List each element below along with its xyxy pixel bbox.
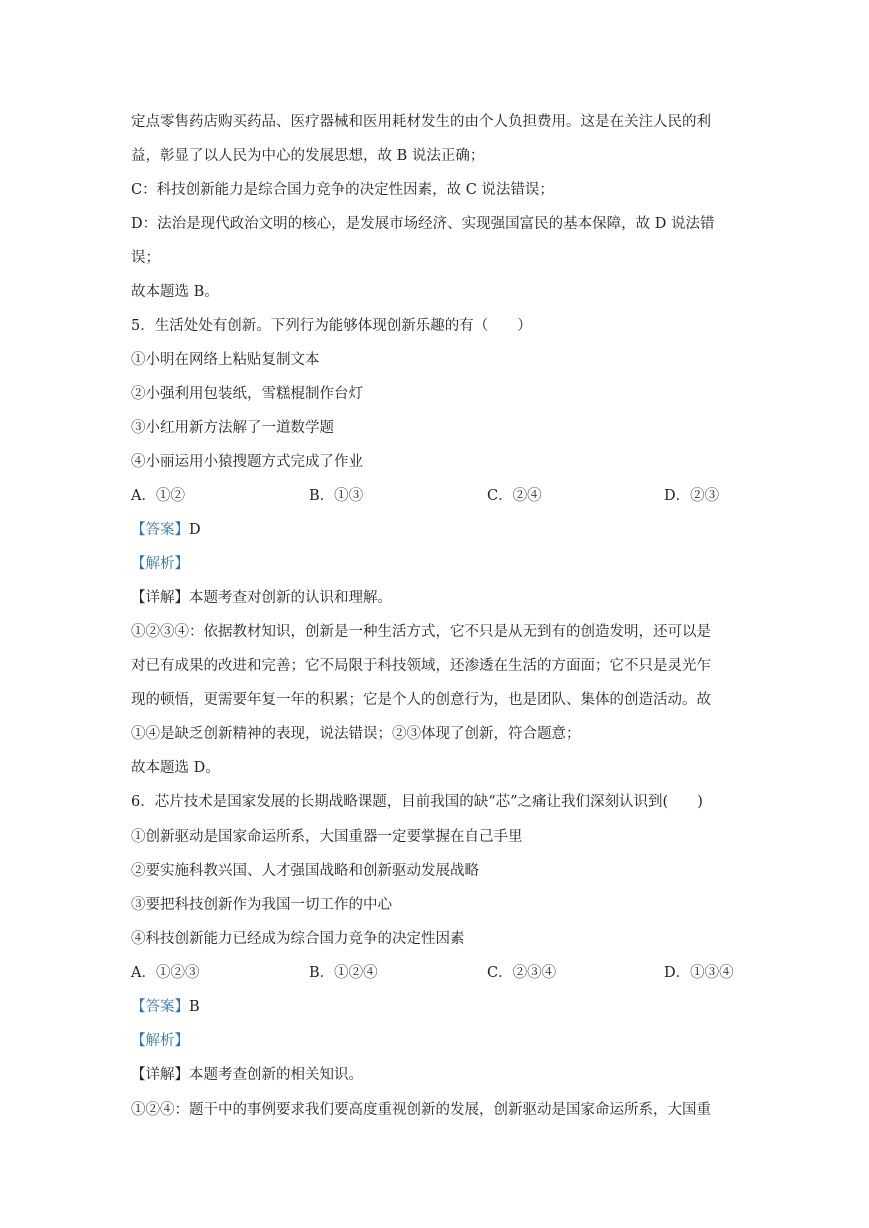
- option-a: A．①②③: [131, 965, 200, 981]
- question-6-item: ②要实施科教兴国、人才强国战略和创新驱动发展战略: [131, 863, 479, 879]
- option-b: B．①③: [309, 488, 364, 504]
- answer-tag: 【答案】: [131, 999, 189, 1015]
- question-5-item: ④小丽运用小猿搜题方式完成了作业: [131, 454, 363, 470]
- text-line: 定点零售药店购买药品、医疗器械和医用耗材发生的由个人负担费用。这是在关注人民的利: [131, 114, 711, 130]
- question-6-item: ①创新驱动是国家命运所系，大国重器一定要掌握在自己手里: [131, 829, 523, 845]
- option-c: C．②③④: [487, 965, 557, 981]
- question-5-item: ①小明在网络上粘贴复制文本: [131, 352, 320, 368]
- question-6-item: ③要把科技创新作为我国一切工作的中心: [131, 897, 392, 913]
- detail-text: 本题考查对创新的认识和理解。: [189, 590, 392, 606]
- question-6-answer: [131, 997, 741, 1017]
- question-5-stem: 5．生活处处有创新。下列行为能够体现创新乐趣的有（ ）: [131, 318, 532, 334]
- option-d: D．①③④: [664, 965, 734, 981]
- explanation-line: ①②③④：依据教材知识，创新是一种生活方式，它不只是从无到有的创造发明，还可以是: [131, 624, 711, 640]
- text-line: C：科技创新能力是综合国力竞争的决定性因素，故 C 说法错误；: [131, 182, 554, 198]
- analysis-tag: 【解析】: [131, 556, 189, 572]
- question-6-analysis: [131, 1031, 741, 1051]
- text-line: 故本题选 B。: [131, 284, 219, 300]
- detail-tag: 【详解】: [131, 590, 189, 606]
- answer-value: B: [189, 999, 200, 1015]
- answer-tag: 【答案】: [131, 522, 189, 538]
- explanation-line: 现的顿悟，更需要年复一年的积累；它是个人的创意行为，也是团队、集体的创造活动。故: [131, 692, 711, 708]
- question-5-answer: [131, 520, 741, 540]
- question-5-analysis: [131, 554, 741, 574]
- detail-text: 本题考查创新的相关知识。: [189, 1067, 363, 1083]
- explanation-line: ①②④：题干中的事例要求我们要高度重视创新的发展，创新驱动是国家命运所系，大国重: [131, 1102, 711, 1118]
- answer-value: D: [189, 522, 201, 538]
- question-6-stem: 6．芯片技术是国家发展的长期战略课题，目前我国的缺“芯”之痛让我们深刻认识到( ): [131, 794, 703, 810]
- explanation-line: ①④是缺乏创新精神的表现，说法错误；②③体现了创新，符合题意；: [131, 726, 581, 742]
- question-5-item: ③小红用新方法解了一道数学题: [131, 420, 334, 436]
- option-c: C．②④: [487, 488, 542, 504]
- explanation-line: 对已有成果的改进和完善；它不局限于科技领域，还渗透在生活的方面面；它不只是灵光乍: [131, 658, 711, 674]
- question-5-detail: [131, 588, 741, 608]
- option-d: D．②③: [664, 488, 720, 504]
- text-line: 益，彰显了以人民为中心的发展思想，故 B 说法正确；: [131, 148, 485, 164]
- text-line: D：法治是现代政治文明的核心，是发展市场经济、实现强国富民的基本保障，故 D 说法错: [131, 216, 715, 232]
- question-6-detail: [131, 1065, 741, 1085]
- explanation-line: 故本题选 D。: [131, 760, 220, 776]
- question-6-item: ④科技创新能力已经成为综合国力竞争的决定性因素: [131, 931, 465, 947]
- text-line: 误；: [131, 250, 160, 266]
- option-b: B．①②④: [309, 965, 378, 981]
- option-a: A．①②: [131, 488, 185, 504]
- analysis-tag: 【解析】: [131, 1033, 189, 1049]
- question-5-item: ②小强利用包装纸，雪糕棍制作台灯: [131, 386, 363, 402]
- detail-tag: 【详解】: [131, 1067, 189, 1083]
